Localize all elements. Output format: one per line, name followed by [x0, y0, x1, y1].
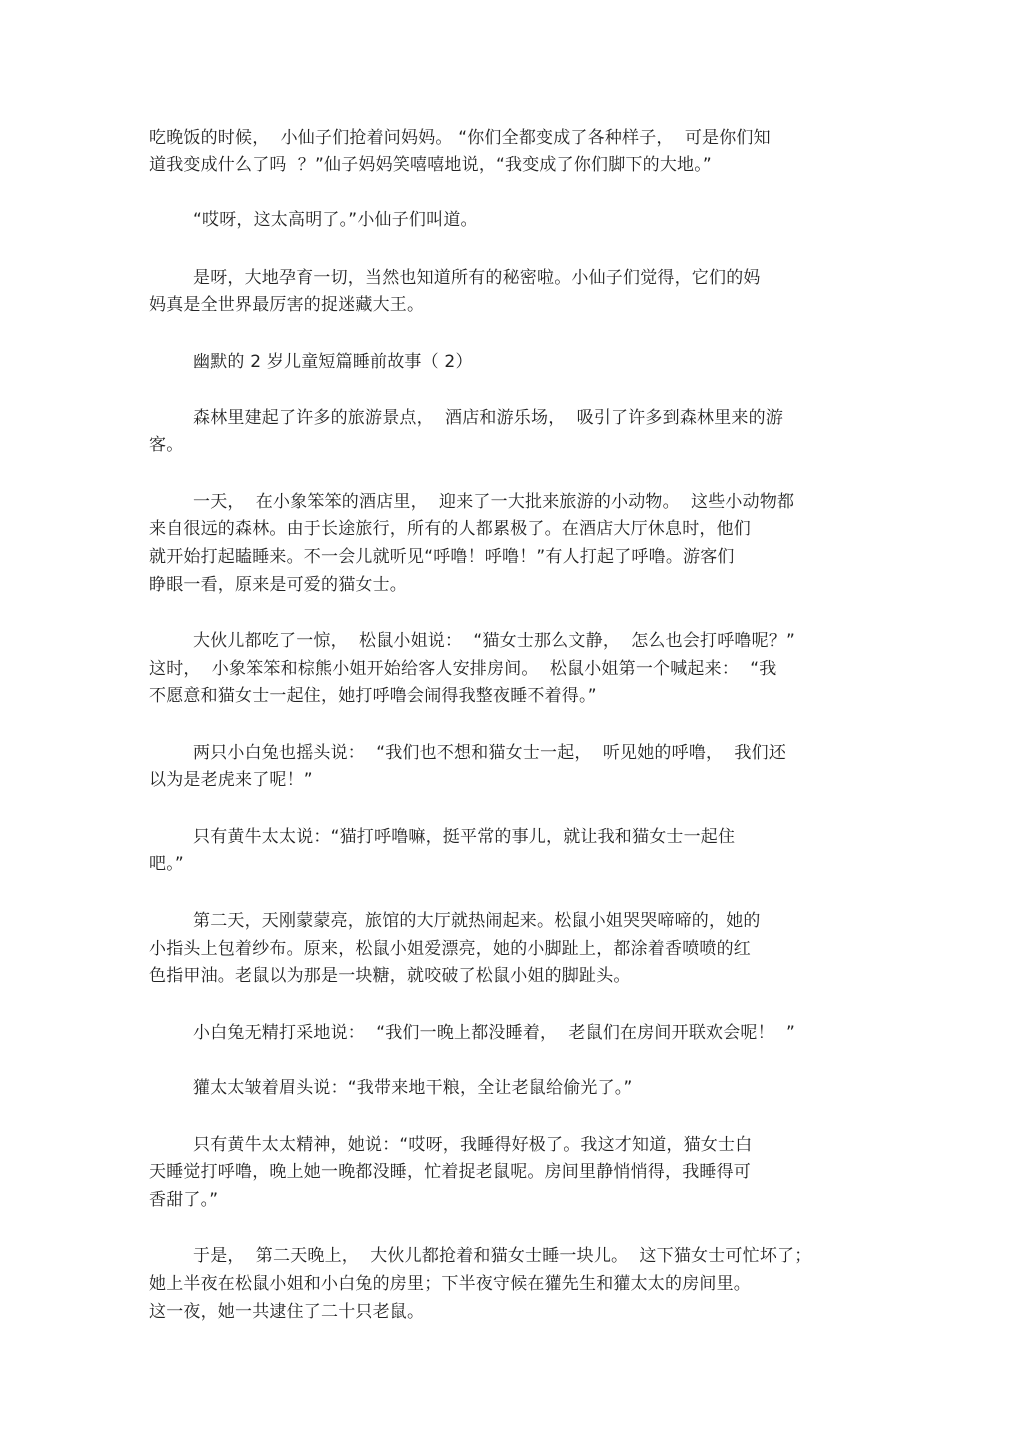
- text-line: 小指头上包着纱布。原来，松鼠小姐爱漂亮，她的小脚趾上，都涂着香喷喷的红: [149, 939, 751, 959]
- text-line: 她上半夜在松鼠小姐和小白兔的房里；下半夜守候在獾先生和獾太太的房间里。: [149, 1274, 751, 1294]
- text-line: 大伙儿都吃了一惊， 松鼠小姐说： “猫女士那么文静， 怎么也会打呼噜呢？”: [193, 631, 796, 651]
- text-line: 两只小白兔也摇头说： “我们也不想和猫女士一起， 听见她的呼噜， 我们还: [193, 743, 787, 763]
- text-line: 是呀，大地孕育一切，当然也知道所有的秘密啦。小仙子们觉得，它们的妈: [193, 268, 761, 288]
- text-line: 只有黄牛太太说：“猫打呼噜嘛，挺平常的事儿，就让我和猫女士一起住: [193, 827, 736, 847]
- text-line: 于是， 第二天晚上， 大伙儿都抢着和猫女士睡一块儿。 这下猫女士可忙坏了；: [193, 1246, 812, 1266]
- text-line: 就开始打起瞌睡来。不一会儿就听见“呼噜！呼噜！”有人打起了呼噜。游客们: [149, 547, 735, 567]
- text-line: 天睡觉打呼噜，晚上她一晚都没睡，忙着捉老鼠呢。房间里静悄悄得，我睡得可: [149, 1162, 751, 1182]
- text-line: 道我变成什么了吗 ？”仙子妈妈笑嘻嘻地说，“我变成了你们脚下的大地。”: [149, 155, 712, 175]
- text-line: 香甜了。”: [149, 1190, 219, 1210]
- text-line: 吧。”: [149, 854, 184, 874]
- text-line: 森林里建起了许多的旅游景点， 酒店和游乐场， 吸引了许多到森林里来的游: [193, 408, 784, 428]
- text-line: 獾太太皱着眉头说：“我带来地干粮，全让老鼠给偷光了。”: [193, 1078, 633, 1098]
- text-line: 睁眼一看，原来是可爱的猫女士。: [149, 575, 407, 595]
- text-line: 客。: [149, 435, 184, 455]
- text-line: 不愿意和猫女士一起住，她打呼噜会闹得我整夜睡不着得。”: [149, 686, 597, 706]
- text-line: “哎呀，这太高明了。”小仙子们叫道。: [193, 210, 478, 230]
- text-line: 色指甲油。老鼠以为那是一块糖，就咬破了松鼠小姐的脚趾头。: [149, 966, 631, 986]
- text-line: 一天， 在小象笨笨的酒店里， 迎来了一大批来旅游的小动物。 这些小动物都: [193, 492, 795, 512]
- text-line: 吃晚饭的时候， 小仙子们抢着问妈妈。 “你们全都变成了各种样子， 可是你们知: [149, 128, 771, 148]
- text-line: 来自很远的森林。由于长途旅行，所有的人都累极了。在酒店大厅休息时，他们: [149, 519, 751, 539]
- text-line: 第二天，天刚蒙蒙亮，旅馆的大厅就热闹起来。松鼠小姐哭哭啼啼的，她的: [193, 911, 761, 931]
- text-line: 妈真是全世界最厉害的捉迷藏大王。: [149, 295, 425, 315]
- text-line: 这时， 小象笨笨和棕熊小姐开始给客人安排房间。 松鼠小姐第一个喊起来： “我: [149, 659, 777, 679]
- text-line: 以为是老虎来了呢！”: [149, 770, 313, 790]
- text-line: 这一夜，她一共逮住了二十只老鼠。: [149, 1302, 425, 1322]
- text-line: 只有黄牛太太精神，她说：“哎呀，我睡得好极了。我这才知道，猫女士白: [193, 1135, 753, 1155]
- section-heading: 幽默的 2 岁儿童短篇睡前故事（ 2）: [193, 352, 473, 372]
- text-line: 小白兔无精打采地说： “我们一晚上都没睡着， 老鼠们在房间开联欢会呢！ ”: [193, 1023, 796, 1043]
